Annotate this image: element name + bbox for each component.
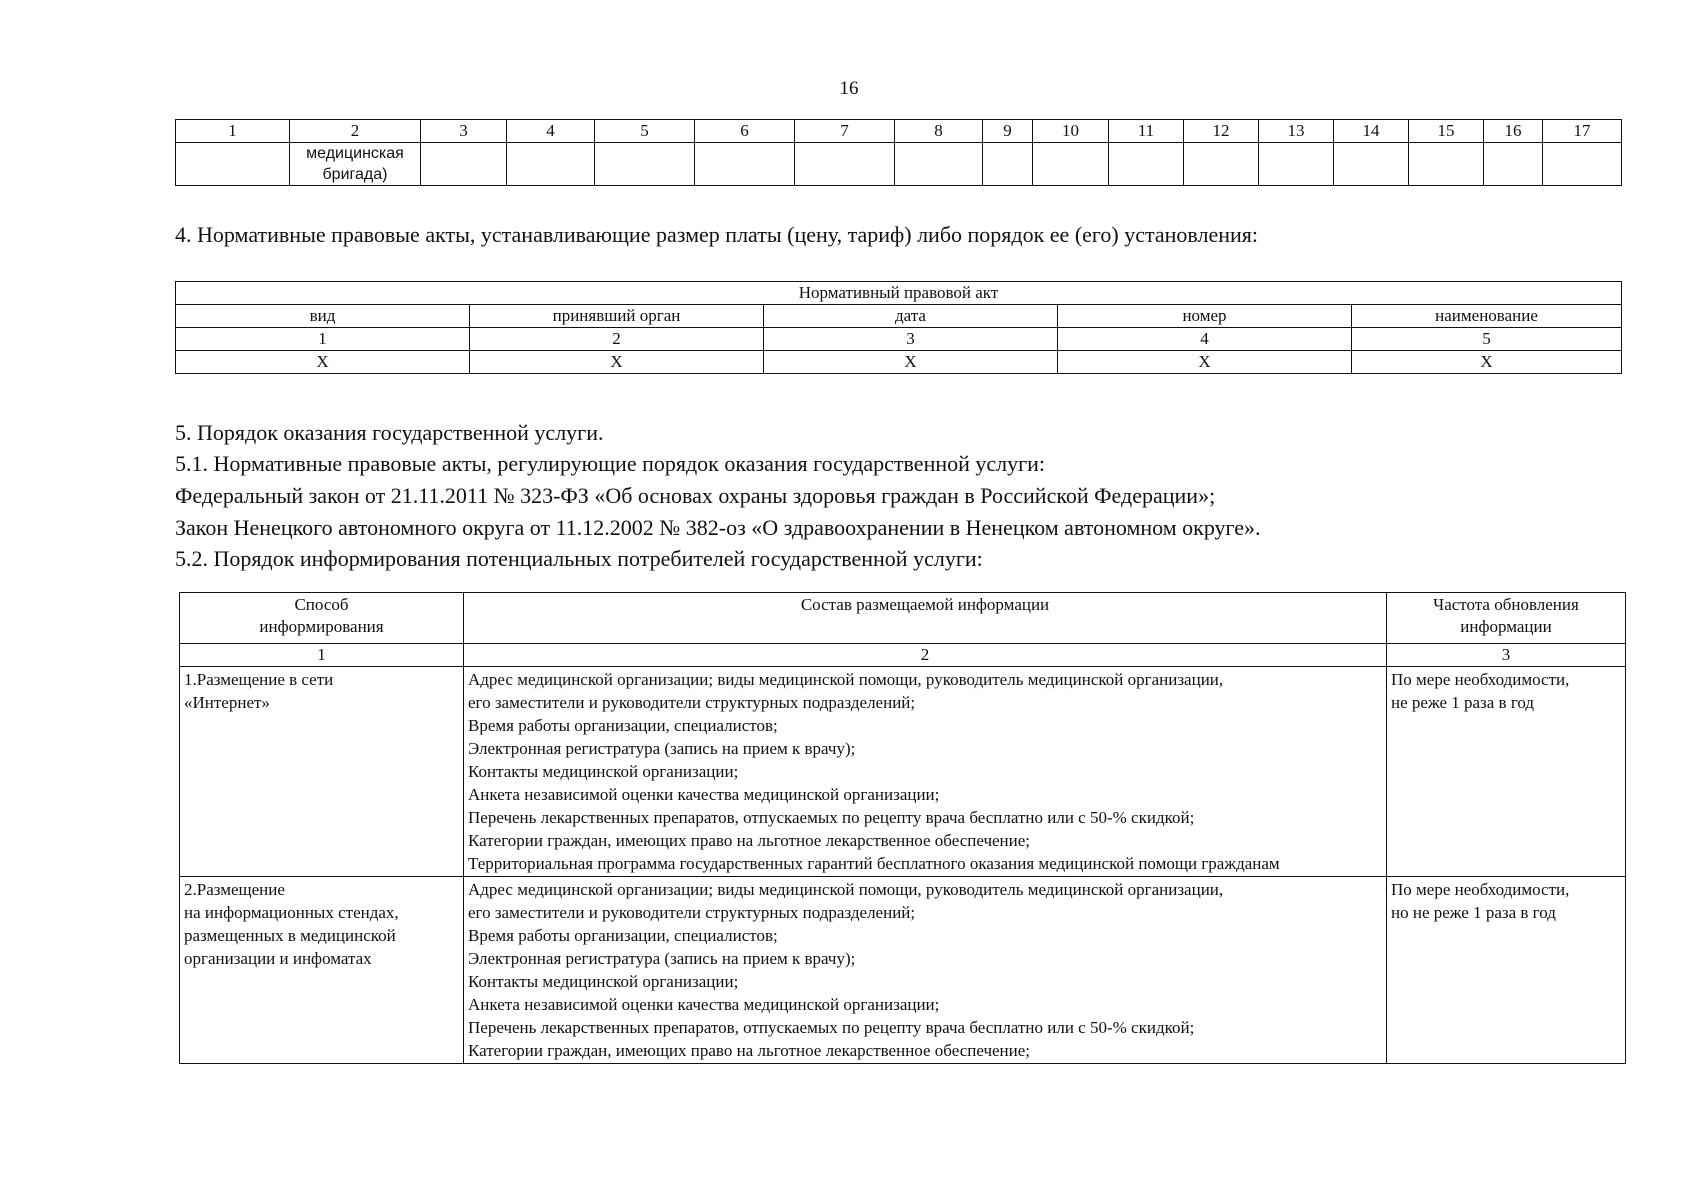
informing-table — [179, 592, 1626, 1064]
table-cell: X — [1352, 351, 1622, 374]
list-item: Электронная регистратура (запись на прием к врачу); — [468, 949, 856, 968]
federal-law-text: Федеральный закон от 21.11.2011 № 323-ФЗ «Об основах охраны здоровья граждан в Российской Федерации»; — [175, 483, 1216, 508]
table-header-row — [176, 305, 1622, 328]
column-number: 5 — [595, 120, 695, 143]
section-5-title: 5. Порядок оказания государственной услуги. — [175, 420, 604, 445]
column-number: 12 — [1184, 120, 1259, 143]
column-number: 3 — [764, 328, 1058, 351]
team-line: бригада) — [322, 166, 388, 183]
group-header: Нормативный правовой акт — [176, 282, 1622, 305]
table-row — [176, 143, 1622, 186]
column-number: 1 — [176, 120, 290, 143]
header-content: Состав размещаемой информации — [464, 593, 1387, 644]
header-name: наименование — [1352, 305, 1622, 328]
column-number: 11 — [1109, 120, 1184, 143]
table-cell: X — [764, 351, 1058, 374]
header-frequency: Частота обновления информации — [1387, 593, 1626, 644]
header-type: вид — [176, 305, 470, 328]
column-number: 8 — [895, 120, 983, 143]
column-number: 2 — [470, 328, 764, 351]
list-item: Территориальная программа государственных гарантий бесплатного оказания медицинской помощи гражданам — [468, 854, 1280, 873]
table-cell: X — [1058, 351, 1352, 374]
column-number: 14 — [1334, 120, 1409, 143]
table-header-row — [176, 120, 1622, 143]
header-method: Способ информирования — [180, 593, 464, 644]
team-line: медицинская — [306, 145, 404, 162]
regional-law-text: Закон Ненецкого автономного округа от 11.12.2002 № 382-оз «О здравоохранении в Ненецком автономном округе». — [175, 515, 1261, 540]
content-cell — [464, 877, 1387, 1064]
list-item: Анкета независимой оценки качества медицинской организации; — [468, 995, 940, 1014]
table-row — [180, 667, 1626, 877]
column-number: 13 — [1259, 120, 1334, 143]
table-group-header — [176, 282, 1622, 305]
method-cell: 1.Размещение в сети «Интернет» — [180, 667, 464, 877]
column-number: 5 — [1352, 328, 1622, 351]
column-number: 1 — [180, 644, 464, 667]
section-4-title: 4. Нормативные правовые акты, устанавливающие размер платы (цену, тариф) либо порядок ее (его) установления: — [175, 222, 1259, 247]
column-number: 15 — [1409, 120, 1484, 143]
column-number: 4 — [507, 120, 595, 143]
list-item: Адрес медицинской организации; виды медицинской помощи, руководитель медицинской организации, — [468, 670, 1224, 689]
column-number: 16 — [1484, 120, 1543, 143]
column-number: 1 — [176, 328, 470, 351]
frequency-cell: По мере необходимости, но не реже 1 раза в год — [1387, 877, 1626, 1064]
list-item: его заместители и руководители структурных подразделений; — [468, 903, 916, 922]
list-item: Перечень лекарственных препаратов, отпускаемых по рецепту врача бесплатно или с 50-% скидкой; — [468, 808, 1195, 827]
table-row — [176, 351, 1622, 374]
frequency-cell: По мере необходимости, не реже 1 раза в год — [1387, 667, 1626, 877]
list-item: Контакты медицинской организации; — [468, 762, 739, 781]
content-cell — [464, 667, 1387, 877]
column-number: 4 — [1058, 328, 1352, 351]
list-item: Электронная регистратура (запись на прием к врачу); — [468, 739, 856, 758]
column-number: 9 — [983, 120, 1033, 143]
table-cell: X — [176, 351, 470, 374]
column-number: 2 — [464, 644, 1387, 667]
table-row — [176, 328, 1622, 351]
list-item: Время работы организации, специалистов; — [468, 716, 778, 735]
list-item: Адрес медицинской организации; виды медицинской помощи, руководитель медицинской организации, — [468, 880, 1224, 899]
method-cell: 2.Размещение на информационных стендах, размещенных в медицинской организации и инфоматах — [180, 877, 464, 1064]
column-number: 17 — [1543, 120, 1622, 143]
list-item: Контакты медицинской организации; — [468, 972, 739, 991]
column-number: 2 — [290, 120, 421, 143]
list-item: Перечень лекарственных препаратов, отпускаемых по рецепту врача бесплатно или с 50-% скидкой; — [468, 1018, 1195, 1037]
header-number: номер — [1058, 305, 1352, 328]
list-item: Категории граждан, имеющих право на льготное лекарственное обеспечение; — [468, 1041, 1031, 1060]
list-item: Анкета независимой оценки качества медицинской организации; — [468, 785, 940, 804]
table-row — [180, 877, 1626, 1064]
list-item: его заместители и руководители структурных подразделений; — [468, 693, 916, 712]
table-cell: X — [470, 351, 764, 374]
column-number: 3 — [1387, 644, 1626, 667]
column-number: 6 — [695, 120, 795, 143]
page-number: 16 — [839, 78, 859, 99]
column-number: 7 — [795, 120, 895, 143]
team-cell — [290, 143, 421, 186]
column-number: 10 — [1033, 120, 1109, 143]
column-number: 3 — [421, 120, 507, 143]
continuation-table — [175, 119, 1622, 186]
section-5-2-title: 5.2. Порядок информирования потенциальных потребителей государственной услуги: — [175, 546, 983, 571]
header-date: дата — [764, 305, 1058, 328]
list-item: Категории граждан, имеющих право на льготное лекарственное обеспечение; — [468, 831, 1031, 850]
normative-acts-table — [175, 281, 1622, 374]
section-5-1-title: 5.1. Нормативные правовые акты, регулирующие порядок оказания государственной услуги: — [175, 451, 1046, 476]
table-header-row — [180, 593, 1626, 644]
list-item: Время работы организации, специалистов; — [468, 926, 778, 945]
table-number-row — [180, 644, 1626, 667]
header-authority: принявший орган — [470, 305, 764, 328]
